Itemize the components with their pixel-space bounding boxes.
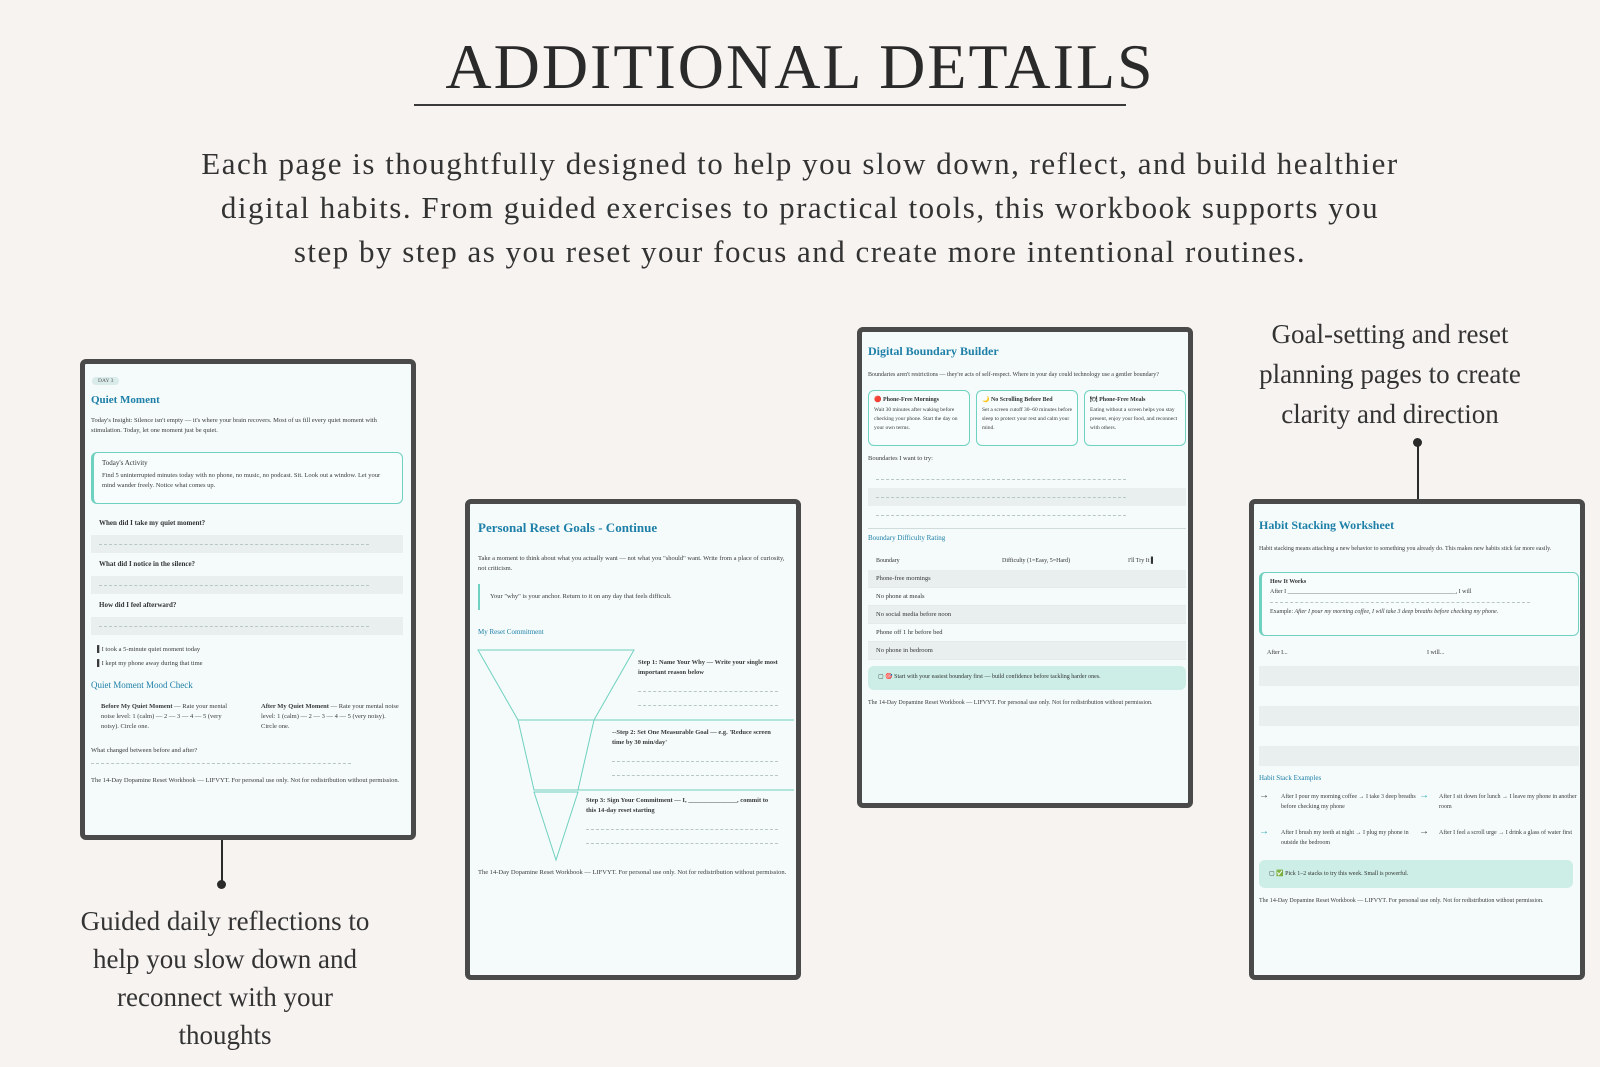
caption-right: Goal-setting and reset planning pages to create clarity and direction — [1259, 319, 1521, 429]
example-item — [1259, 828, 1419, 848]
footer-note: The 14-Day Dopamine Reset Workbook — LIFVYT. For personal use only. Not for redistribution without permission. — [1259, 898, 1544, 904]
question-label: When did I take my quiet moment? — [99, 519, 206, 527]
arrow-icon: → — [1259, 790, 1269, 801]
boundary-line[interactable] — [868, 506, 1186, 524]
tablet-quiet-moment — [80, 359, 416, 840]
boundary-line[interactable] — [868, 488, 1186, 506]
quiet-moment-title: Quiet Moment — [91, 394, 160, 406]
tip-text: ✅ Pick 1–2 stacks to try this week. Small is powerful. — [1276, 871, 1409, 877]
answer-field[interactable] — [91, 535, 403, 553]
table-row[interactable] — [1259, 686, 1579, 706]
habit-title: Habit Stacking Worksheet — [1259, 518, 1395, 532]
tip-icon: ▢ — [878, 674, 886, 680]
step-3-line[interactable] — [586, 820, 778, 830]
table-row[interactable]: No phone in bedroom — [868, 642, 1186, 660]
why-quote: Your "why" is your anchor. Return to it on any day that feels difficult. — [478, 584, 788, 610]
question-list — [91, 515, 403, 638]
table-row[interactable] — [1259, 706, 1579, 726]
changed-answer-line[interactable] — [91, 754, 351, 764]
tip-text: 🎯 Start with your easiest boundary first — build confidence before tackling harder ones. — [885, 674, 1101, 680]
example-text: After I pour my morning coffee, I will take 3 deep breaths before checking my phone. — [1294, 609, 1499, 615]
funnel-level-1 — [478, 650, 634, 720]
question-block — [91, 515, 403, 556]
how-title: How It Works — [1270, 579, 1307, 585]
reset-goals-title: Personal Reset Goals - Continue — [478, 520, 658, 535]
example-line — [1270, 607, 1570, 617]
rating-title: Boundary Difficulty Rating — [868, 534, 946, 542]
boundary-card — [976, 390, 1078, 446]
step-2-text: --Step 2: Set One Measurable Goal — e.g. 'Reduce screen time by 30 min/day' — [612, 729, 771, 746]
checklist-item[interactable]: ▌I took a 5-minute quiet moment today — [97, 646, 201, 653]
habit-intro: Habit stacking means attaching a new behavior to something you already do. This makes new habits stick far more easily. — [1259, 546, 1552, 552]
boundary-card-title: 🔴 Phone-Free Mornings — [874, 397, 940, 403]
title-underline — [414, 104, 1126, 106]
checklist-item[interactable]: ▌I kept my phone away during that time — [97, 660, 203, 667]
connector-line-right — [1417, 442, 1419, 499]
footer-note: The 14-Day Dopamine Reset Workbook — LIFVYT. For personal use only. Not for redistribution without permission. — [478, 869, 787, 876]
example-label: Example: — [1270, 609, 1295, 615]
funnel-level-2 — [518, 720, 594, 790]
boundaries-try-label: Boundaries I want to try: — [868, 455, 933, 462]
example-item — [1419, 792, 1579, 812]
footer-note: The 14-Day Dopamine Reset Workbook — LIFVYT. For personal use only. Not for redistribution without permission. — [868, 700, 1153, 706]
table-row[interactable]: No social media before noon — [868, 606, 1186, 624]
step-3-text: Step 3: Sign Your Commitment — I, _______________, commit to this 14-day reset starting — [586, 797, 769, 814]
how-it-works-box — [1259, 572, 1579, 636]
example-text: After I pour my morning coffee → I take 3 deep breaths before checking my phone — [1281, 794, 1416, 810]
question-label: How did I feel afterward? — [99, 601, 177, 609]
tablet-boundary-builder — [857, 327, 1193, 808]
example-text: After I brush my teeth at night → I plug my phone in outside the bedroom — [1281, 830, 1409, 846]
step-2-line[interactable] — [612, 766, 778, 776]
example-item — [1259, 792, 1419, 812]
boundary-tip — [868, 666, 1186, 690]
answer-field[interactable] — [91, 617, 403, 635]
intro-paragraph: Each page is thoughtfully designed to help you slow down, reflect, and build healthier digital habits. From guided exercises to practical tools, this workbook supports you step by step as you reset your focus and create more intentional routines. — [201, 146, 1399, 269]
activity-text: Find 5 uninterrupted minutes today with no phone, no music, no podcast. Sit. Look out a window. Let your mind wander freely. Notice what comes up. — [102, 472, 381, 489]
boundary-line[interactable] — [868, 470, 1186, 488]
col-try: I'll Try It ▌ — [1128, 558, 1156, 564]
example-text: After I sit down for lunch → I leave my phone in another room — [1439, 794, 1577, 810]
tip-icon: ▢ — [1269, 871, 1277, 877]
stack-table-header — [1259, 650, 1579, 664]
tablet-reset-goals — [465, 499, 801, 980]
step-1-text: Step 1: Name Your Why — Write your single most important reason below — [638, 659, 778, 676]
arrow-icon: → — [1259, 826, 1269, 837]
commitment-title: My Reset Commitment — [478, 628, 544, 636]
page-title: ADDITIONAL DETAILS — [445, 31, 1155, 102]
step-1-line[interactable] — [638, 696, 778, 706]
table-row[interactable]: No phone at meals — [868, 588, 1186, 606]
stack-table[interactable] — [1259, 666, 1579, 766]
col-difficulty: Difficulty (1=Easy, 5=Hard) — [1002, 558, 1071, 564]
question-label: What did I notice in the silence? — [99, 560, 196, 568]
day-badge: DAY 3 — [92, 377, 119, 385]
reset-goals-intro: Take a moment to think about what you actually want — not what you "should" want. Write from a place of curiosity, not criticism. — [478, 555, 785, 572]
table-row[interactable] — [1259, 726, 1579, 746]
connector-dot-left — [217, 880, 226, 889]
connector-line-left — [221, 840, 223, 884]
table-row[interactable] — [1259, 666, 1579, 686]
table-row[interactable] — [1259, 746, 1579, 766]
mood-check-title: Quiet Moment Mood Check — [91, 680, 193, 690]
boundary-card-text: Eating without a screen helps you stay present, enjoy your food, and reconnect with others. — [1090, 407, 1178, 431]
arrow-icon: → — [1419, 826, 1429, 837]
after-text: — Rate your mental noise level: 1 (calm) — 2 — 3 — 4 — 5 (very noisy). Circle one. — [261, 703, 399, 730]
example-item — [1419, 828, 1579, 838]
boundary-card-text: Wait 30 minutes after waking before checking your phone. Start the day on your own terms. — [874, 407, 958, 431]
rating-table-header — [868, 552, 1186, 570]
boundary-title: Digital Boundary Builder — [868, 344, 999, 358]
arrow-icon: → — [1419, 790, 1429, 801]
boundary-card-text: Set a screen cutoff 30–60 minutes before sleep to protect your rest and calm your mind. — [982, 407, 1073, 431]
before-rating — [101, 702, 241, 732]
boundary-card-title: 🍽 Phone-Free Meals — [1090, 397, 1146, 403]
how-line: After I ________________________________________________________, I will — [1270, 589, 1472, 595]
caption-left: Guided daily reflections to help you slow down and reconnect with your thoughts — [80, 906, 370, 1050]
col-boundary: Boundary — [876, 558, 900, 564]
step-1-line[interactable] — [638, 682, 778, 692]
answer-field[interactable] — [91, 576, 403, 594]
question-block — [91, 597, 403, 638]
before-label: Before My Quiet Moment — [101, 703, 173, 710]
before-text: — Rate your mental noise level: 1 (calm) — 2 — 3 — 4 — 5 (very noisy). Circle one. — [101, 703, 228, 730]
insight-text: Today's Insight: Silence isn't empty — it's where your brain recovers. Most of us fill every quiet moment with stimulation. Today, let one moment just be quiet. — [91, 417, 377, 434]
col-after: After I... — [1267, 650, 1288, 656]
boundary-card — [868, 390, 970, 446]
boundary-intro: Boundaries aren't restrictions — they're acts of self-respect. Where in your day could technology use a gentler boundary? — [868, 372, 1159, 378]
section-divider — [868, 528, 1186, 529]
footer-note: The 14-Day Dopamine Reset Workbook — LIFVYT. For personal use only. Not for redistribution without permission. — [91, 777, 400, 784]
activity-title: Today's Activity — [102, 459, 148, 467]
funnel-level-3 — [534, 792, 578, 860]
boundary-card-title: 🌙 No Scrolling Before Bed — [982, 397, 1053, 403]
tablet-habit-stacking — [1249, 499, 1585, 980]
boundary-card — [1084, 390, 1186, 446]
examples-title: Habit Stack Examples — [1259, 774, 1322, 782]
example-text: After I feel a scroll urge → I drink a glass of water first — [1439, 830, 1573, 836]
after-rating — [261, 702, 401, 732]
step-2-line[interactable] — [612, 752, 778, 762]
table-row[interactable]: Phone off 1 hr before bed — [868, 624, 1186, 642]
step-3-line[interactable] — [586, 834, 778, 844]
col-will: I will... — [1427, 650, 1445, 656]
activity-box — [91, 452, 403, 504]
after-label: After My Quiet Moment — [261, 703, 329, 710]
question-block — [91, 556, 403, 597]
rating-table — [868, 570, 1186, 660]
habit-tip — [1259, 860, 1573, 888]
changed-question: What changed between before and after? — [91, 747, 198, 754]
boundaries-try-lines[interactable] — [868, 470, 1186, 524]
table-row[interactable]: Phone-free mornings — [868, 570, 1186, 588]
